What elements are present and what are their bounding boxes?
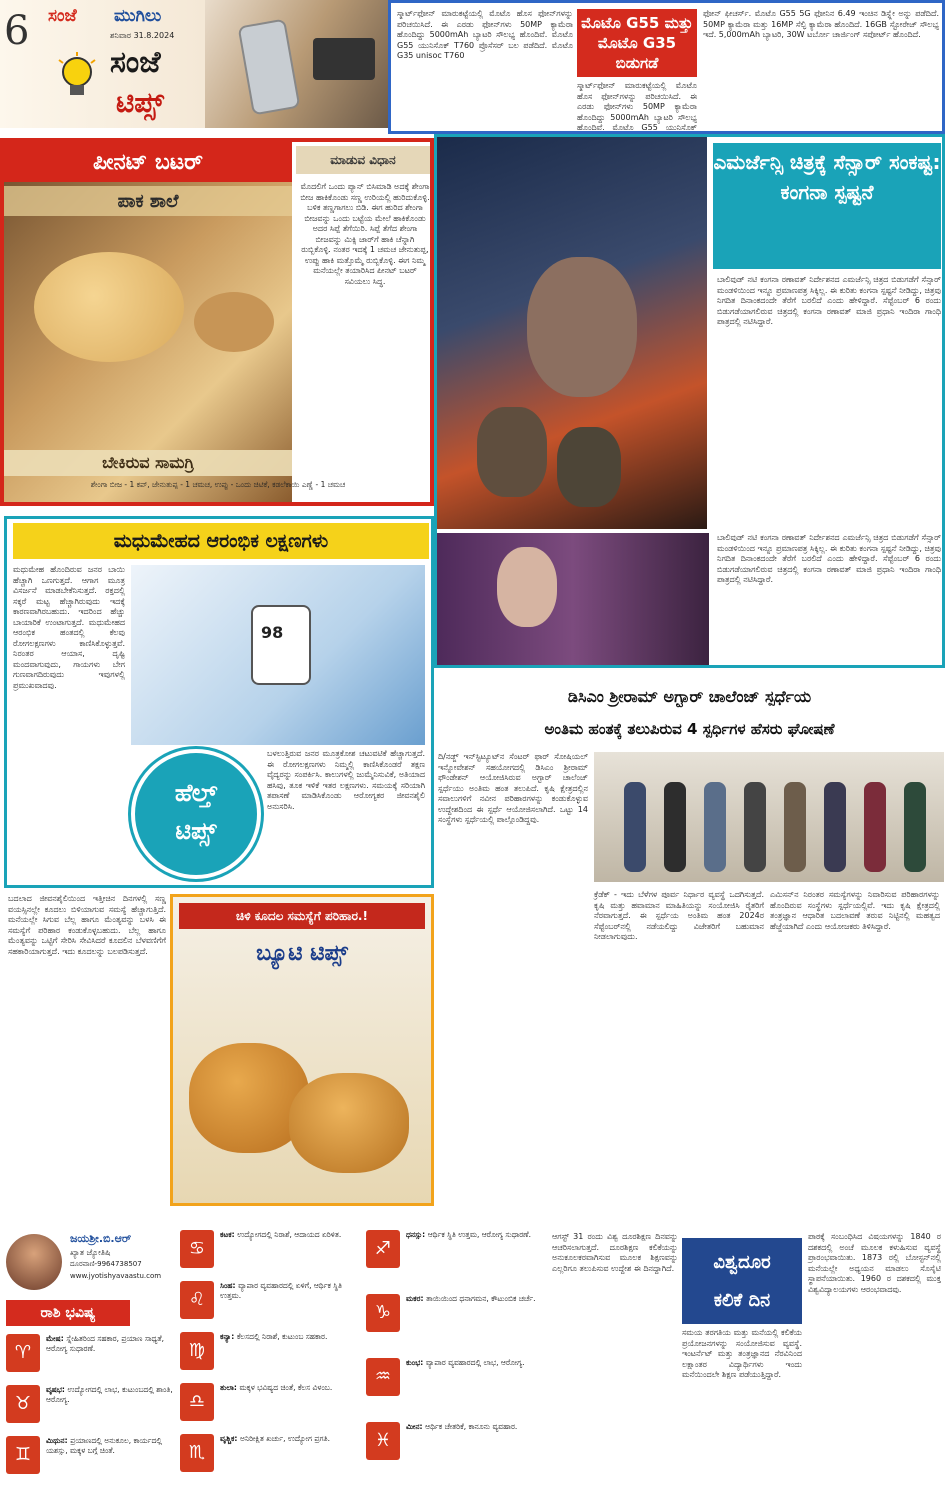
astrology-section bbox=[0, 1228, 548, 1491]
beauty-tips-label: ಬ್ಯೂಟಿ ಟಿಪ್ಸ್ bbox=[256, 940, 348, 966]
dcm-body-left: ದಿ/ನಡ್ಜ್ ಇನ್‌ಸ್ಟಿಟ್ಯೂಟ್‌ನ ಸೆಂಟರ್ ಫಾರ್ ಸೋಷಿಯಲ್ ಇನ್ನೋವೇಶನ್ ಸಹಯೋಗದಲ್ಲಿ ಡಿಸಿಎಂ ಶ್ರೀರಾಮ್ ಫೌಂಡೇಶನ್ ಆಯೋಜಿಸಿರುವ ಅಗ್ಟಾರ್ ಚಾಲೆಂಜ್ ಸ್ಪರ್ಧೆಯು ಅಂತಿಮ ಹಂತ ತಲುಪಿದೆ. ಕೃಷಿ ಕ್ಷೇತ್ರದಲ್ಲಿನ ಸವಾಲುಗಳಿಗೆ ನವೀನ ಪರಿಹಾರಗಳನ್ನು ಕಂಡುಕೊಳ್ಳುವ ಉದ್ದೇಶದಿಂದ ಈ ಸ್ಪರ್ಧೆ ಆಯೋಜಿಸಲಾಗಿದೆ. ಒಟ್ಟು 14 ಸಂಸ್ಥೆಗಳು ಸ್ಪರ್ಧೆಯಲ್ಲಿ ಪಾಲ್ಗೊಂಡಿದ್ದವು. bbox=[438, 752, 588, 824]
moto-body-right: ಫೋನ್ ಫೀಚರ್ಸ್. ಮೊಟೊ G55 5G ಫೋನಿನ 6.49 ಇಂಚಿನ ಡಿಸ್ಪ್ಲೇ ಅನ್ನು ಪಡೆದಿದೆ. 50MP ಕ್ಯಾಮೆರಾ ಮತ್ತು 16MP ಸೆಲ್ಫಿ ಕ್ಯಾಮೆರಾ ಹೊಂದಿದೆ. 16GB ಸ್ಟೋರೇಜ್ ಸೌಲಭ್ಯ ಇದೆ. 5,000mAh ಬ್ಯಾಟರಿ, 30W ಟರ್ಬೋ ಚಾರ್ಜಿಂಗ್ ಸಪೋರ್ಟ್ ಹೊಂದಿದೆ. bbox=[703, 9, 939, 39]
phone-hand-image bbox=[205, 0, 388, 128]
jaggery-headline: ಚಿಳಿ ಕೂದಲ ಸಮಸ್ಯೆಗೆ ಪರಿಹಾರ.! bbox=[179, 903, 425, 929]
zodiac-icon: ♊ bbox=[6, 1436, 40, 1474]
dcm-group-photo bbox=[594, 752, 944, 882]
kangana-photo bbox=[437, 533, 709, 665]
rashi-item bbox=[366, 1230, 546, 1268]
rashi-prediction: ಪ್ರಯಾಣದಲ್ಲಿ ಅನುಕೂಲ, ಕಾರ್ಯದಲ್ಲಿ ಯಶಸ್ಸು, ಮಕ್ಕಳ ಬಗ್ಗೆ ಚಿಂತೆ. bbox=[46, 1436, 162, 1455]
emergency-headline: ಎಮರ್ಜೆನ್ಸಿ ಚಿತ್ರಕ್ಕೆ ಸೆನ್ಸಾರ್ ಸಂಕಷ್ಟ: ಕಂಗನಾ ಸ್ಪಷ್ಟನೆ bbox=[713, 143, 941, 269]
rashi-section-title: ರಾಶಿ ಭವಿಷ್ಯ bbox=[6, 1300, 130, 1326]
rashi-name: ಮಕರ: bbox=[406, 1294, 427, 1303]
dcm-body-mid: ಕ್ರೆಡೆಕ್ - ಇದು ಬೆಳೆಗಳ ಪೂರ್ವ ನಿರ್ಧಾರ ವ್ಯವಸ್ಥೆ ಒದಗಿಸುತ್ತದೆ. ಕೃಷಿ ಮತ್ತು ಹವಾಮಾನ ಮಾಹಿತಿಯನ್ನು ಸಂಯೋಜಿಸಿ ರೈತರಿಗೆ ನೆರವಾಗುತ್ತದೆ. ಈ ಸ್ಪರ್ಧೆಯ ಅಂತಿಮ ಹಂತ 2024ರ ಸೆಪ್ಟೆಂಬರ್‌ನಲ್ಲಿ ನಡೆಯಲಿದ್ದು ವಿಜೇತರಿಗೆ ಬಹುಮಾನ ನೀಡಲಾಗುವುದು. bbox=[594, 890, 764, 941]
rashi-prediction: ಕೆಲಸದಲ್ಲಿ ನಿರಾಶೆ, ಕುಟುಂಬ ಸಹಕಾರ. bbox=[236, 1332, 328, 1341]
moto-body-left: ಸ್ಮಾರ್ಟ್‌ಫೋನ್ ಮಾರುಕಟ್ಟೆಯಲ್ಲಿ ಮೊಟೊ ಹೊಸ ಫೋನ್‌ಗಳನ್ನು ಪರಿಚಯಿಸಿದೆ. ಈ ಎರಡು ಫೋನ್‌ಗಳು 50MP ಕ್ಯಾಮೆರಾ ಹೊಂದಿದ್ದು 5000mAh ಬ್ಯಾಟರಿ ಸೌಲಭ್ಯ ಹೊಂದಿವೆ. ಮೊಟೊ G55 ಯುನಿಸೊಕ್ T760 ಪ್ರೊಸೆಸರ್ ಬಲ ಪಡೆದಿದೆ. ಮೊಟೊ G35 unisoc T760 bbox=[397, 9, 573, 60]
moto-body-mid: ಸ್ಮಾರ್ಟ್‌ಫೋನ್ ಮಾರುಕಟ್ಟೆಯಲ್ಲಿ ಮೊಟೊ ಹೊಸ ಫೋನ್‌ಗಳನ್ನು ಪರಿಚಯಿಸಿದೆ. ಈ ಎರಡು ಫೋನ್‌ಗಳು 50MP ಕ್ಯಾಮೆರಾ ಹೊಂದಿದ್ದು 5000mAh ಬ್ಯಾಟರಿ ಸೌಲಭ್ಯ ಹೊಂದಿವೆ. ಮೊಟೊ G55 ಯುನಿಸೊಕ್ bbox=[577, 81, 697, 132]
rashi-column-1 bbox=[6, 1334, 174, 1488]
health-tips-line2: ಟಿಪ್ಸ್ bbox=[175, 817, 217, 845]
brand-name: ಮುಗಿಲು bbox=[114, 6, 162, 26]
diabetes-body-left: ಮಧುಮೇಹ ಹೊಂದಿರುವ ಜನರ ಬಾಯಿ ಹೆಚ್ಚಾಗಿ ಒಣಗುತ್ತದೆ. ಆಗಾಗ ಮೂತ್ರ ವಿಸರ್ಜನೆ ಮಾಡಬೇಕೆನಿಸುತ್ತದೆ. ರಕ್ತದಲ್ಲಿ ಸಕ್ಕರೆ ಮಟ್ಟ ಹೆಚ್ಚಾಗಿರುವುದು ಇದಕ್ಕೆ ಕಾರಣವಾಗಿರಬಹುದು. ಇದರಿಂದ ಹೆಚ್ಚು ಬಾಯಾರಿಕೆ ಉಂಟಾಗುತ್ತದೆ. ಮಧುಮೇಹದ ಆರಂಭಿಕ ಹಂತದಲ್ಲಿ ಕೆಲವು ರೋಗಲಕ್ಷಣಗಳು ಕಾಣಿಸಿಕೊಳ್ಳುತ್ತವೆ. ನಿರಂತರ ಆಯಾಸ, ದೃಷ್ಟಿ ಮಂದವಾಗುವುದು, ಗಾಯಗಳು ಬೇಗ ಗುಣವಾಗದಿರುವುದು ಇವುಗಳಲ್ಲಿ ಪ್ರಮುಖವಾದವು. bbox=[13, 565, 125, 690]
rashi-item bbox=[180, 1281, 360, 1319]
jaggery-body: ಬದಲಾದ ಜೀವನಶೈಲಿಯಿಂದ ಇತ್ತೀಚಿನ ದಿನಗಳಲ್ಲಿ ಸಣ್ಣ ವಯಸ್ಸಿನಲ್ಲೇ ಕೂದಲು ಬಿಳಿಯಾಗುವ ಸಮಸ್ಯೆ ಹೆಚ್ಚಾಗುತ್ತಿದೆ. ಮನೆಯಲ್ಲೇ ಸಿಗುವ ಬೆಲ್ಲ ಹಾಗೂ ಮೆಂತ್ಯವನ್ನು ಬಳಸಿ ಈ ಸಮಸ್ಯೆಗೆ ಪರಿಹಾರ ಕಂಡುಕೊಳ್ಳಬಹುದು. ಬೆಲ್ಲ ಹಾಗೂ ಮೆಂತ್ಯವನ್ನು ಒಟ್ಟಿಗೆ ಸೇರಿಸಿ ಸೇವಿಸಿದರೆ ಕೂದಲಿನ ಬೆಳವಣಿಗೆಗೆ ಸಹಕಾರಿಯಾಗುತ್ತದೆ. ಇದು ಕೂದಲನ್ನು ಬಲಪಡಿಸುತ್ತದೆ. bbox=[8, 894, 166, 956]
peanut-ingredients-text: ಶೇಂಗಾ ಬೀಜ - 1 ಕಪ್, ಜೇನುತುಪ್ಪ - 1 ಚಮಚ, ಉಪ್ಪು - ಒಂದು ಚಿಟಿಕೆ, ಕಡಲೆಕಾಯಿ ಎಣ್ಣೆ - 1 ಚಮಚ bbox=[90, 480, 346, 489]
zodiac-icon: ♉ bbox=[6, 1385, 40, 1423]
rashi-prediction: ಸ್ನೇಹಿತರಿಂದ ಸಹಕಾರ, ಪ್ರಯಾಣ ಸಾಧ್ಯತೆ, ಆರೋಗ್ಯ ಸುಧಾರಣೆ. bbox=[46, 1334, 165, 1353]
masthead bbox=[0, 0, 388, 128]
astrologer-name: ಜಯಶ್ರೀ.ಬಿ.ಆರ್ bbox=[70, 1232, 132, 1245]
rashi-text bbox=[220, 1434, 330, 1472]
rashi-name: ಮೀನ: bbox=[406, 1422, 426, 1431]
dcm-article bbox=[434, 680, 945, 1210]
rashi-item bbox=[366, 1294, 546, 1332]
peanut-title: ಪೀನಟ್ ಬಟರ್ bbox=[4, 142, 292, 182]
rashi-column-3 bbox=[366, 1230, 546, 1488]
rashi-text bbox=[406, 1358, 525, 1396]
lightbulb-icon bbox=[54, 52, 100, 104]
rashi-item bbox=[6, 1334, 174, 1372]
jaggery-photo bbox=[189, 983, 417, 1193]
astrologer-photo bbox=[6, 1234, 62, 1290]
zodiac-icon: ♋ bbox=[180, 1230, 214, 1268]
rashi-text bbox=[46, 1334, 174, 1372]
emergency-body: ಬಾಲಿವುಡ್ ನಟಿ ಕಂಗನಾ ರಣಾವತ್ ನಿರ್ದೇಶನದ ಎಮರ್ಜೆನ್ಸಿ ಚಿತ್ರದ ಬಿಡುಗಡೆಗೆ ಸೆನ್ಸಾರ್ ಮಂಡಳಿಯಿಂದ ಇನ್ನೂ ಪ್ರಮಾಣಪತ್ರ ಸಿಕ್ಕಿಲ್ಲ. ಈ ಕುರಿತು ಕಂಗನಾ ಸ್ಪಷ್ಟನೆ ನೀಡಿದ್ದು, ಚಿತ್ರವು ನಿಗದಿತ ದಿನಾಂಕದಂದೇ ತೆರೆಗೆ ಬರಲಿದೆ ಎಂದು ಹೇಳಿದ್ದಾರೆ. ಸೆಪ್ಟೆಂಬರ್ 6 ರಂದು ಬಿಡುಗಡೆಯಾಗಲಿರುವ ಚಿತ್ರದಲ್ಲಿ ಕಂಗನಾ ರಣಾವತ್ ಮಾಜಿ ಪ್ರಧಾನಿ ಇಂದಿರಾ ಗಾಂಧಿ ಪಾತ್ರದಲ್ಲಿ ನಟಿಸಿದ್ದಾರೆ. bbox=[717, 275, 941, 326]
rashi-name: ಸಿಂಹ: bbox=[220, 1281, 239, 1290]
jaggery-box bbox=[170, 894, 434, 1206]
dcm-body-right: ಎಮಿಸನ್‌ನ ನಿರಂತರ ಸಮಸ್ಯೆಗಳನ್ನು ನಿವಾರಿಸುವ ಪರಿಹಾರಗಳನ್ನು ಹೊಂದಿರುವ ಸಂಸ್ಥೆಗಳು ಸ್ಪರ್ಧೆಯಲ್ಲಿವೆ. ಇದು ಕೃಷಿ ಕ್ಷೇತ್ರದಲ್ಲಿ ತಂತ್ರಜ್ಞಾನ ಆಧಾರಿತ ಬದಲಾವಣೆ ತರುವ ನಿಟ್ಟಿನಲ್ಲಿ ಮಹತ್ವದ ಹೆಜ್ಜೆಯಾಗಿದೆ ಎಂದು ಆಯೋಜಕರು ತಿಳಿಸಿದ್ದಾರೆ. bbox=[770, 890, 940, 931]
rashi-prediction: ವ್ಯಾಪಾರ ವ್ಯವಹಾರದಲ್ಲಿ ಏಳಿಗೆ, ಆರ್ಥಿಕ ಸ್ಥಿತಿ ಉತ್ತಮ. bbox=[220, 1281, 343, 1300]
diabetes-article bbox=[4, 516, 434, 888]
dcm-headline-2: ಅಂತಿಮ ಹಂತಕ್ಕೆ ತಲುಪಿರುವ 4 ಸ್ಪರ್ಧಿಗಳ ಹೆಸರು ಘೋಷಣೆ bbox=[544, 720, 835, 738]
zodiac-icon: ♒ bbox=[366, 1358, 400, 1396]
rashi-name: ವೃಶ್ಚಿಕ: bbox=[220, 1434, 241, 1443]
rashi-item bbox=[366, 1358, 546, 1396]
literacy-headline-2: ಕಲಿಕೆ ದಿನ bbox=[713, 1289, 771, 1311]
zodiac-icon: ♐ bbox=[366, 1230, 400, 1268]
literacy-body-left: ಆಗಸ್ಟ್ 31 ರಂದು ವಿಶ್ವ ದೂರಶಿಕ್ಷಣ ದಿನವನ್ನು ಆಚರಿಸಲಾಗುತ್ತದೆ. ದೂರಶಿಕ್ಷಣ ಕಲಿಕೆಯನ್ನು ಅನುಕೂಲಕರವಾಗಿಸುವ ಮೂಲಕ ಶಿಕ್ಷಣವನ್ನು ಎಲ್ಲರಿಗೂ ತಲುಪಿಸುವ ಉದ್ದೇಶ ಈ ದಿನದ್ದಾಗಿದೆ. bbox=[552, 1232, 678, 1273]
astrologer-website: www.jyotishyavaastu.com bbox=[70, 1272, 162, 1280]
glucometer-photo bbox=[131, 565, 425, 745]
rashi-text bbox=[220, 1332, 327, 1370]
rashi-item bbox=[366, 1422, 546, 1460]
literacy-body-mid: ಸಮಯ ತರಗತಿಯ ಮತ್ತು ಮನೆಯಲ್ಲಿ ಕಲಿಕೆಯ ಪ್ರಯೋಜನಗಳನ್ನು ಸಂಯೋಜಿಸುವ ವ್ಯವಸ್ಥೆ. ಇಂಟರ್ನೆಟ್ ಮತ್ತು ತಂತ್ರಜ್ಞಾನದ ನೆರವಿನಿಂದ ಲಕ್ಷಾಂತರ ವಿದ್ಯಾರ್ಥಿಗಳು ಇಂದು ಮನೆಯಿಂದಲೇ ಶಿಕ್ಷಣ ಪಡೆಯುತ್ತಿದ್ದಾರೆ. bbox=[682, 1328, 802, 1379]
peanut-section: ಪಾಕ ಶಾಲೆ bbox=[4, 186, 292, 216]
zodiac-icon: ♈ bbox=[6, 1334, 40, 1372]
rashi-text bbox=[406, 1422, 517, 1460]
peanut-method-label: ಮಾಡುವ ವಿಧಾನ bbox=[296, 146, 430, 174]
rashi-name: ಕನ್ಯಾ: bbox=[220, 1332, 237, 1341]
literacy-headline-1: ವಿಶ್ವದೂರ bbox=[713, 1251, 771, 1273]
zodiac-icon: ♑ bbox=[366, 1294, 400, 1332]
health-tips-line1: ಹೆಲ್ತ್ bbox=[174, 779, 218, 807]
zodiac-icon: ♌ bbox=[180, 1281, 214, 1319]
rashi-prediction: ಉದ್ಯೋಗದಲ್ಲಿ ನಿರಾಶೆ, ಆದಾಯದ ಏರಿಳಿತ. bbox=[237, 1230, 342, 1239]
diabetes-body-right: ಬಳಲುತ್ತಿರುವ ಜನರ ಮೂತ್ರಕೋಶ ಚಟುವಟಿಕೆ ಹೆಚ್ಚಾಗುತ್ತದೆ. ಈ ರೋಗಲಕ್ಷಣಗಳು ನಿಮ್ಮಲ್ಲಿ ಕಾಣಿಸಿಕೊಂಡರೆ ತಕ್ಷಣ ವೈದ್ಯರನ್ನು ಸಂಪರ್ಕಿಸಿ. ಕಾಲುಗಳಲ್ಲಿ ಜುಮ್ಮೆನಿಸುವಿಕೆ, ಅತಿಯಾದ ಹಸಿವು, ತೂಕ ಇಳಿಕೆ ಇತರ ಲಕ್ಷಣಗಳು. ಸಮಯಕ್ಕೆ ಸರಿಯಾಗಿ ತಪಾಸಣೆ ಮಾಡಿಸಿಕೊಂಡು ಆರೋಗ್ಯಕರ ಜೀವನಶೈಲಿ ಅನುಸರಿಸಿ. bbox=[267, 749, 425, 811]
emergency-poster bbox=[437, 137, 707, 529]
rashi-text bbox=[220, 1383, 332, 1421]
rashi-name: ಧನಸ್ಸು: bbox=[406, 1230, 428, 1239]
zodiac-icon: ♏ bbox=[180, 1434, 214, 1472]
rashi-text bbox=[406, 1294, 536, 1332]
rashi-text bbox=[46, 1385, 174, 1423]
rashi-prediction: ಮಕ್ಕಳ ಭವಿಷ್ಯದ ಚಿಂತೆ, ಕೆಲಸ ವಿಳಂಬ. bbox=[239, 1383, 333, 1392]
page-number: 6 bbox=[4, 8, 30, 54]
moto-article bbox=[388, 0, 945, 134]
tips-subtitle: ಟಿಪ್ಸ್ bbox=[116, 86, 164, 119]
meter-reading: 98 bbox=[261, 623, 284, 642]
emergency-article bbox=[434, 134, 945, 668]
astrologer-title: ಖ್ಯಾತ ಜ್ಯೋತಿಷಿ bbox=[70, 1248, 111, 1257]
peanut-method-text: ಮೊದಲಿಗೆ ಒಂದು ಪ್ಯಾನ್ ಬಿಸಿಮಾಡಿ ಅದಕ್ಕೆ ಶೇಂಗಾ ಬೀಜ ಹಾಕಿಕೊಂಡು ಸಣ್ಣ ಉರಿಯಲ್ಲಿ ಹುರಿದುಕೊಳ್ಳಿ. ಬಳಿಕ ತಣ್ಣಗಾಗಲು ಬಿಡಿ. ಈಗ ಹುರಿದ ಶೇಂಗಾ ಬೀಜವನ್ನು ಒಂದು ಬಟ್ಟೆಯ ಮೇಲೆ ಹಾಕಿಕೊಂಡು ಅದರ ಸಿಪ್ಪೆ ತೆಗೆಯಿರಿ. ಸಿಪ್ಪೆ ತೆಗೆದ ಶೇಂಗಾ ಬೀಜವನ್ನು ಮಿಕ್ಸಿ ಜಾರ್‌ಗೆ ಹಾಕಿ ಚೆನ್ನಾಗಿ ರುಬ್ಬಿಕೊಳ್ಳಿ. ನಂತರ ಇದಕ್ಕೆ 1 ಚಮಚ ಜೇನುತುಪ್ಪ, ಉಪ್ಪು ಹಾಕಿ ಮತ್ತೊಮ್ಮೆ ರುಬ್ಬಿಕೊಳ್ಳಿ. ಈಗ ನಿಮ್ಮ ಮನೆಯಲ್ಲೇ ತಯಾರಿಸಿದ ಪೀನಟ್ ಬಟರ್ ಸವಿಯಲು ಸಿದ್ಧ. bbox=[300, 182, 430, 286]
rashi-item bbox=[6, 1436, 174, 1474]
rashi-name: ಕಟಕ: bbox=[220, 1230, 238, 1239]
rashi-prediction: ಉದ್ಯೋಗದಲ್ಲಿ ಲಾಭ, ಕುಟುಂಬದಲ್ಲಿ ಶಾಂತಿ, ಆರೋಗ್ಯ. bbox=[46, 1385, 173, 1404]
rashi-name: ವೃಷಭ: bbox=[46, 1385, 68, 1394]
brand-top: ಸಂಜೆ bbox=[48, 6, 77, 26]
literacy-headline-box bbox=[682, 1238, 802, 1324]
jaggery-article bbox=[0, 890, 434, 1210]
rashi-text bbox=[220, 1281, 360, 1319]
zodiac-icon: ♍ bbox=[180, 1332, 214, 1370]
health-tips-badge bbox=[131, 749, 261, 879]
literacy-body-right: ಪಾಠಕ್ಕೆ ಸಂಬಂಧಿಸಿದ ವಿಷಯಗಳನ್ನು 1840 ರ ದಶಕದಲ್ಲಿ ಅಂಚೆ ಮೂಲಕ ಕಳುಹಿಸುವ ವ್ಯವಸ್ಥೆ ಪ್ರಾರಂಭವಾಯಿತು. 1873 ರಲ್ಲಿ ಬೋಸ್ಟನ್‌ನಲ್ಲಿ ಮನೆಯಲ್ಲೇ ಅಧ್ಯಯನ ಮಾಡಲು ಸೊಸೈಟಿ ಸ್ಥಾಪನೆಯಾಯಿತು. 1960 ರ ದಶಕದಲ್ಲಿ ಮುಕ್ತ ವಿಶ್ವವಿದ್ಯಾಲಯಗಳು ಆರಂಭವಾದವು. bbox=[808, 1232, 941, 1294]
diabetes-headline: ಮಧುಮೇಹದ ಆರಂಭಿಕ ಲಕ್ಷಣಗಳು bbox=[13, 523, 429, 559]
rashi-prediction: ಆರ್ಥಿಕ ಸ್ಥಿತಿ ಉತ್ತಮ, ಆರೋಗ್ಯ ಸುಧಾರಣೆ. bbox=[427, 1230, 532, 1239]
dcm-headline-1: ಡಿಸಿಎಂ ಶ್ರೀರಾಮ್ ಅಗ್ಟಾರ್ ಚಾಲೆಂಜ್ ಸ್ಪರ್ಧೆಯ bbox=[567, 687, 812, 706]
rashi-prediction: ವ್ಯಾಪಾರ ವ್ಯವಹಾರದಲ್ಲಿ ಲಾಭ, ಆರೋಗ್ಯ. bbox=[425, 1358, 525, 1367]
zodiac-icon: ♎ bbox=[180, 1383, 214, 1421]
rashi-item bbox=[180, 1383, 360, 1421]
rashi-name: ಮೇಷ: bbox=[46, 1334, 67, 1343]
rashi-item bbox=[180, 1230, 360, 1268]
peanut-ingredients-label: ಬೇಕಿರುವ ಸಾಮಗ್ರಿ bbox=[4, 450, 292, 476]
rashi-text bbox=[46, 1436, 174, 1474]
rashi-prediction: ಅನಿರೀಕ್ಷಿತ ಖರ್ಚು, ಉದ್ಯೋಗ ಪ್ರಗತಿ. bbox=[240, 1434, 330, 1443]
tips-title: ಸಂಜೆ bbox=[110, 45, 161, 80]
rashi-item bbox=[180, 1332, 360, 1370]
rashi-text bbox=[406, 1230, 531, 1268]
emergency-body-2: ಬಾಲಿವುಡ್ ನಟಿ ಕಂಗನಾ ರಣಾವತ್ ನಿರ್ದೇಶನದ ಎಮರ್ಜೆನ್ಸಿ ಚಿತ್ರದ ಬಿಡುಗಡೆಗೆ ಸೆನ್ಸಾರ್ ಮಂಡಳಿಯಿಂದ ಇನ್ನೂ ಪ್ರಮಾಣಪತ್ರ ಸಿಕ್ಕಿಲ್ಲ. ಈ ಕುರಿತು ಕಂಗನಾ ಸ್ಪಷ್ಟನೆ ನೀಡಿದ್ದು, ಚಿತ್ರವು ನಿಗದಿತ ದಿನಾಂಕದಂದೇ ತೆರೆಗೆ ಬರಲಿದೆ ಎಂದು ಹೇಳಿದ್ದಾರೆ. ಸೆಪ್ಟೆಂಬರ್ 6 ರಂದು ಬಿಡುಗಡೆಯಾಗಲಿರುವ ಚಿತ್ರದಲ್ಲಿ ಕಂಗನಾ ರಣಾವತ್ ಮಾಜಿ ಪ್ರಧಾನಿ ಇಂದಿರಾ ಗಾಂಧಿ ಪಾತ್ರದಲ್ಲಿ ನಟಿಸಿದ್ದಾರೆ. bbox=[717, 533, 941, 584]
rashi-item bbox=[6, 1385, 174, 1423]
rashi-text bbox=[220, 1230, 341, 1268]
zodiac-icon: ♓ bbox=[366, 1422, 400, 1460]
rashi-column-2 bbox=[180, 1230, 360, 1488]
rashi-item bbox=[180, 1434, 360, 1472]
rashi-name: ಮಿಥುನ: bbox=[46, 1436, 71, 1445]
astrologer-phone: ದೂರವಾಣಿ-9964738507 bbox=[70, 1260, 142, 1268]
rashi-prediction: ತಾಯಿಯಿಂದ ಧನಾಗಮನ, ಕೌಟುಂಬಿಕ ಚರ್ಚೆ. bbox=[426, 1294, 536, 1303]
rashi-name: ತುಲಾ: bbox=[220, 1383, 240, 1392]
rashi-name: ಕುಂಭ: bbox=[406, 1358, 426, 1367]
rashi-prediction: ಆರ್ಥಿಕ ಚೇತರಿಕೆ, ಕಾನೂನು ವ್ಯವಹಾರ. bbox=[425, 1422, 518, 1431]
moto-headline: ಮೊಟೊ G55 ಮತ್ತು ಮೊಟೊ G35 ಬಿಡುಗಡೆ bbox=[577, 9, 697, 77]
masthead-date: ಶನಿವಾರ 31.8.2024 bbox=[110, 31, 175, 40]
literacy-article bbox=[552, 1228, 945, 1491]
peanut-butter-article bbox=[0, 138, 434, 506]
